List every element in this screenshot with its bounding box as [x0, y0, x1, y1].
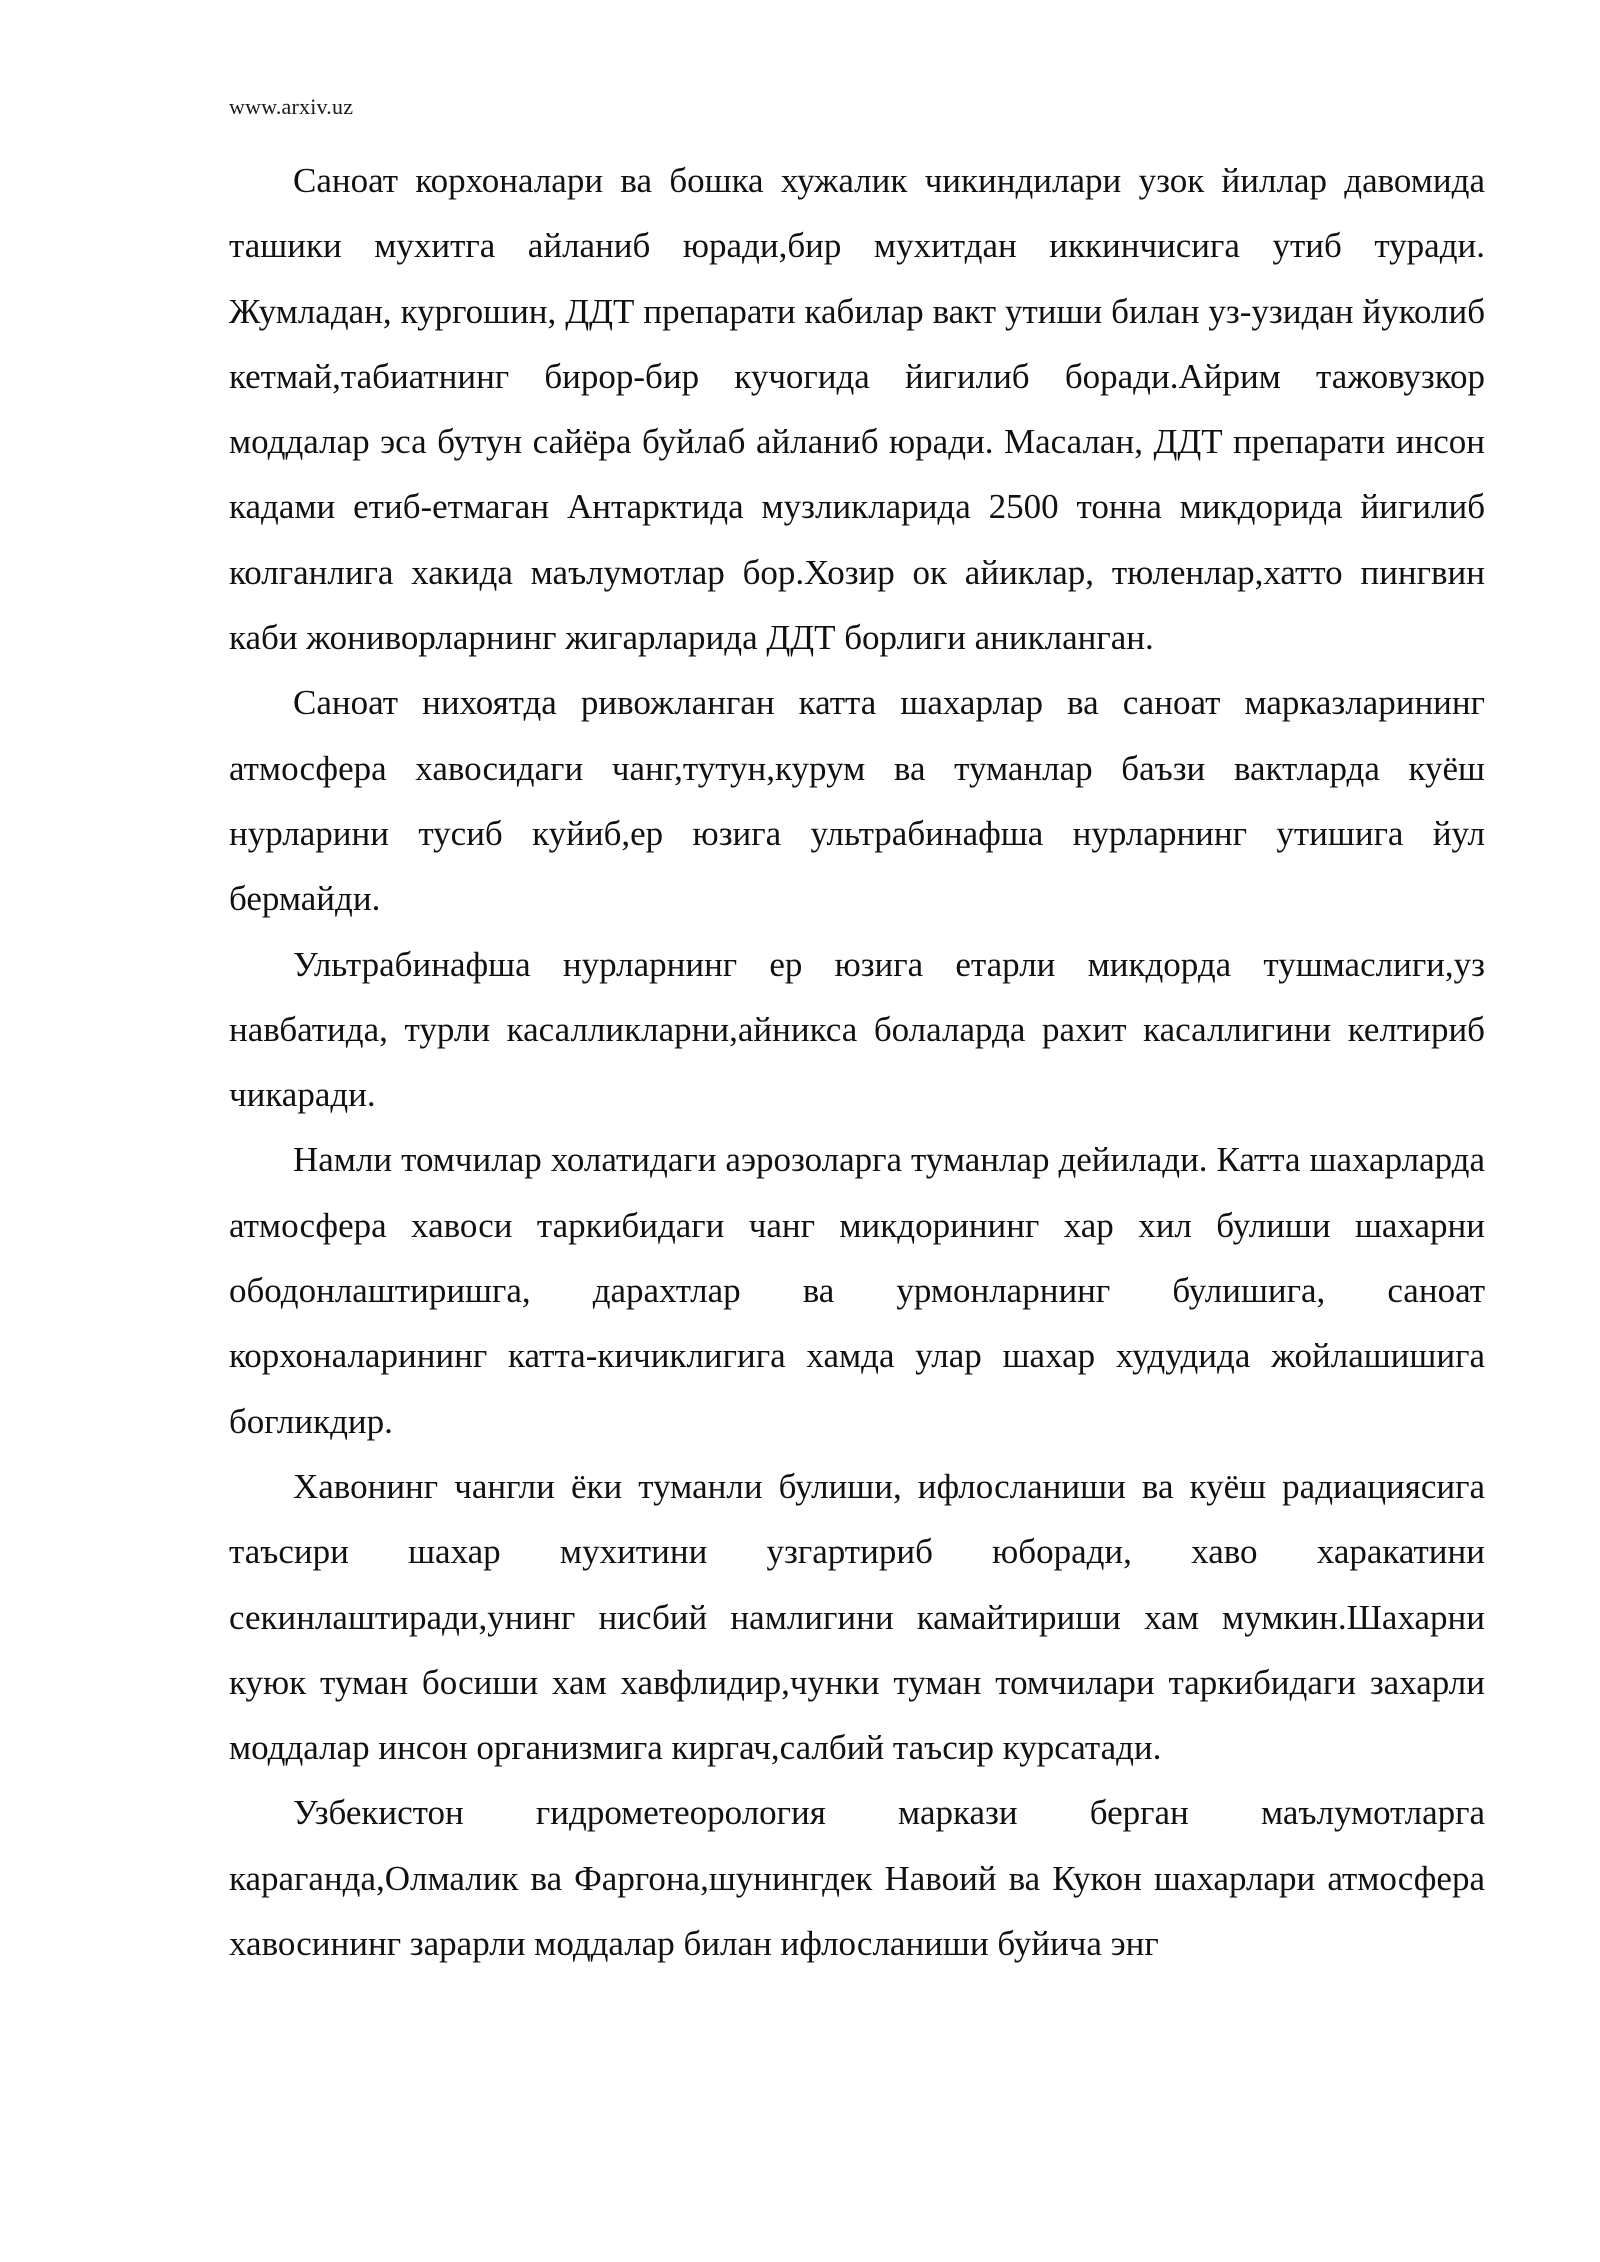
paragraph: Узбекистон гидрометеорология маркази берган маълумотларга караганда,Олмалик ва Фаргона,шунингдек Навоий ва Кукон шахарлари атмосфера хавосининг зарарли моддалар билан ифлосланиши буйича энг — [229, 1793, 1485, 1964]
document-body — [229, 148, 1485, 1976]
header-url: www.arxiv.uz — [229, 94, 354, 119]
paragraph: Намли томчилар холатидаги аэрозоларга туманлар дейилади. Катта шахарларда атмосфера хавоси таркибидаги чанг микдорининг хар хил булиши шахарни ободонлаштиришга, дарахтлар ва урмонларнинг булишига, саноат корхоналарининг катта-кичиклигига хамда улар шахар худудида жойлашишига богликдир. — [229, 1140, 1485, 1441]
paragraph: Хавонинг чангли ёки туманли булиши, ифлосланиши ва куёш радиациясига таъсири шахар мухитини узгартириб юборади, хаво харакатини секинлаштиради,унинг нисбий намлигини камайтириши хам мумкин.Шахарни куюк туман босиши хам хавфлидир,чунки туман томчилари таркибидаги захарли моддалар инсон организмига киргач,салбий таъсир курсатади. — [229, 1466, 1485, 1768]
paragraph: Саноат нихоятда ривожланган катта шахарлар ва саноат марказларининг атмосфера хавосидаги чанг,тутун,курум ва туманлар баъзи вактларда куёш нурларини тусиб куйиб,ер юзига ультрабинафша нурларнинг утишига йул бермайди. — [229, 683, 1485, 919]
paragraph: Ультрабинафша нурларнинг ер юзига етарли микдорда тушмаслиги,уз навбатида, турли касалликларни,айникса болаларда рахит касаллигини келтириб чикаради. — [229, 944, 1485, 1115]
paragraph: Саноат корхоналари ва бошка хужалик чикиндилари узок йиллар давомида ташики мухитга айланиб юради,бир мухитдан иккинчисига утиб туради. Жумладан, кургошин, ДДТ препарати кабилар вакт утиши билан уз-узидан йуколиб кетмай,табиатнинг бирор-бир кучогида йигилиб боради.Айрим тажовузкор моддалар эса бутун сайёра буйлаб айланиб юради. Масалан, ДДТ препарати инсон кадами етиб-етмаган Антарктида музликларида 2500 тонна микдорида йигилиб колганлига хакида маълумотлар бор.Хозир ок айиклар, тюленлар,хатто пингвин каби жониворларнинг жигарларида ДДТ борлиги аникланган. — [229, 161, 1485, 658]
